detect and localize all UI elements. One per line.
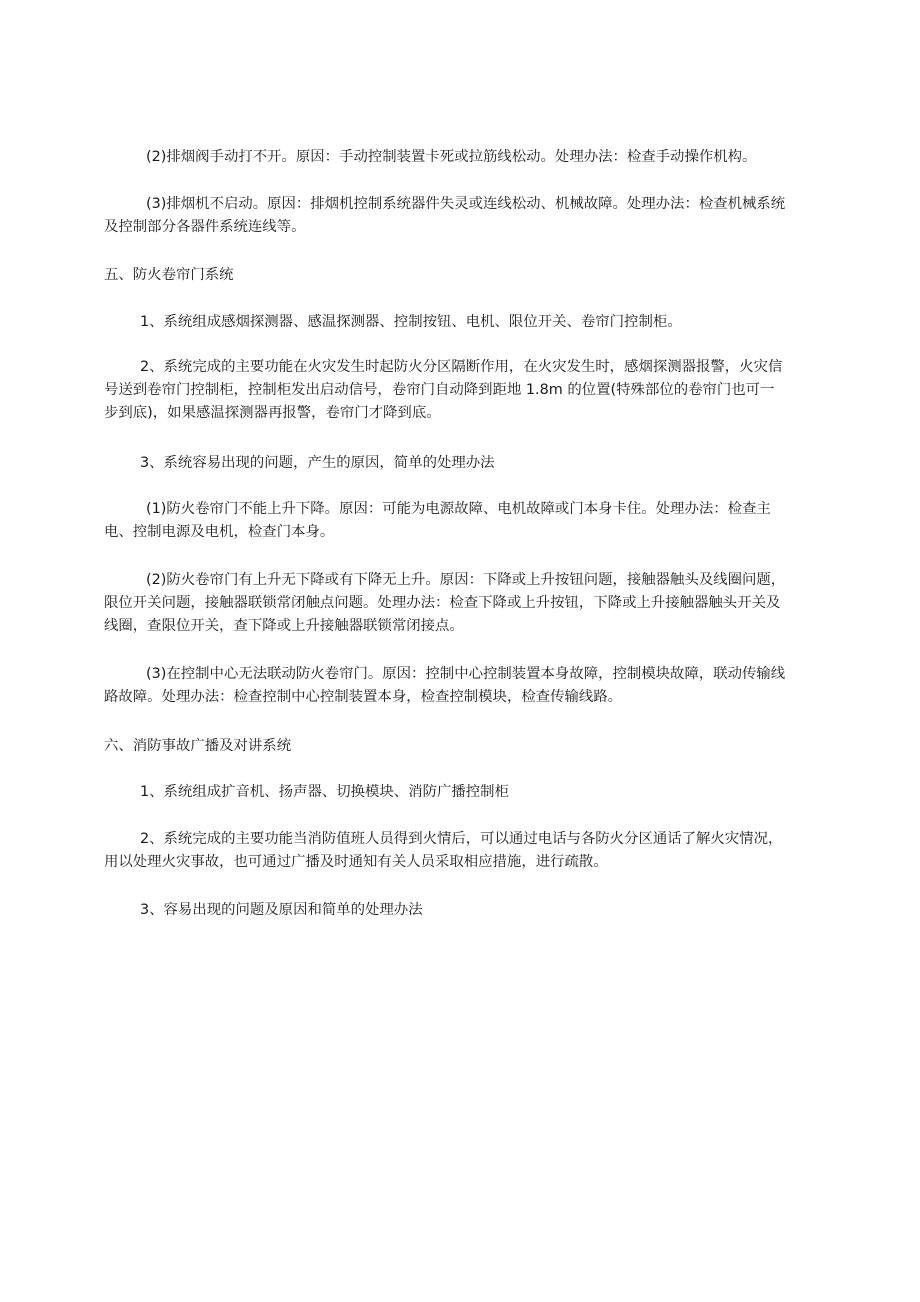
paragraph-broadcast-function: 2、系统完成的主要功能当消防值班人员得到火情后，可以通过电话与各防火分区通话了解火灾情况，用以处理火灾事故，也可通过广播及时通知有关人员采取相应措施，进行疏散。 — [104, 831, 783, 870]
paragraph-shutter-problem-2: (2)防火卷帘门有上升无下降或有下降无上升。原因：下降或上升按钮问题，接触器触头及线圈问题，限位开关问题，接触器联锁常闭触点问题。处理办法：检查下降或上升按钮，下降或上升接触器触头开关及线圈，查限位开关，查下降或上升接触器联锁常闭接点。 — [104, 572, 786, 634]
paragraph-smoke-fan: (3)排烟机不启动。原因：排烟机控制系统器件失灵或连线松动、机械故障。处理办法：检查机械系统及控制部分各器件系统连线等。 — [104, 196, 786, 235]
paragraph-shutter-problem-3: (3)在控制中心无法联动防火卷帘门。原因：控制中心控制装置本身故障，控制模块故障，联动传输线路故障。处理办法：检查控制中心控制装置本身，检查控制模块，检查传输线路。 — [104, 666, 786, 705]
paragraph-smoke-valve-manual: (2)排烟阀手动打不开。原因：手动控制装置卡死或拉筋线松动。处理办法：检查手动操作机构。 — [146, 149, 757, 165]
section-heading-broadcast: 六、消防事故广播及对讲系统 — [104, 738, 292, 754]
section-heading-fire-shutter: 五、防火卷帘门系统 — [104, 267, 234, 283]
paragraph-broadcast-components: 1、系统组成扩音机、扬声器、切换模块、消防广播控制柜 — [140, 784, 509, 800]
paragraph-broadcast-problems-intro: 3、容易出现的问题及原因和简单的处理办法 — [140, 902, 423, 918]
paragraph-shutter-components: 1、系统组成感烟探测器、感温探测器、控制按钮、电机、限位开关、卷帘门控制柜。 — [140, 314, 682, 330]
paragraph-shutter-problems-intro: 3、系统容易出现的问题，产生的原因，简单的处理办法 — [140, 455, 495, 471]
paragraph-shutter-problem-1: (1)防火卷帘门不能上升下降。原因：可能为电源故障、电机故障或门本身卡住。处理办法：检查主电、控制电源及电机，检查门本身。 — [104, 501, 771, 540]
paragraph-shutter-function: 2、系统完成的主要功能在火灾发生时起防火分区隔断作用，在火灾发生时，感烟探测器报警，火灾信号送到卷帘门控制柜，控制柜发出启动信号，卷帘门自动降到距地 1.8m 的位置(特殊部位的卷帘门也可一步到底)，如果感温探测器再报警，卷帘门才降到底。 — [104, 359, 783, 421]
